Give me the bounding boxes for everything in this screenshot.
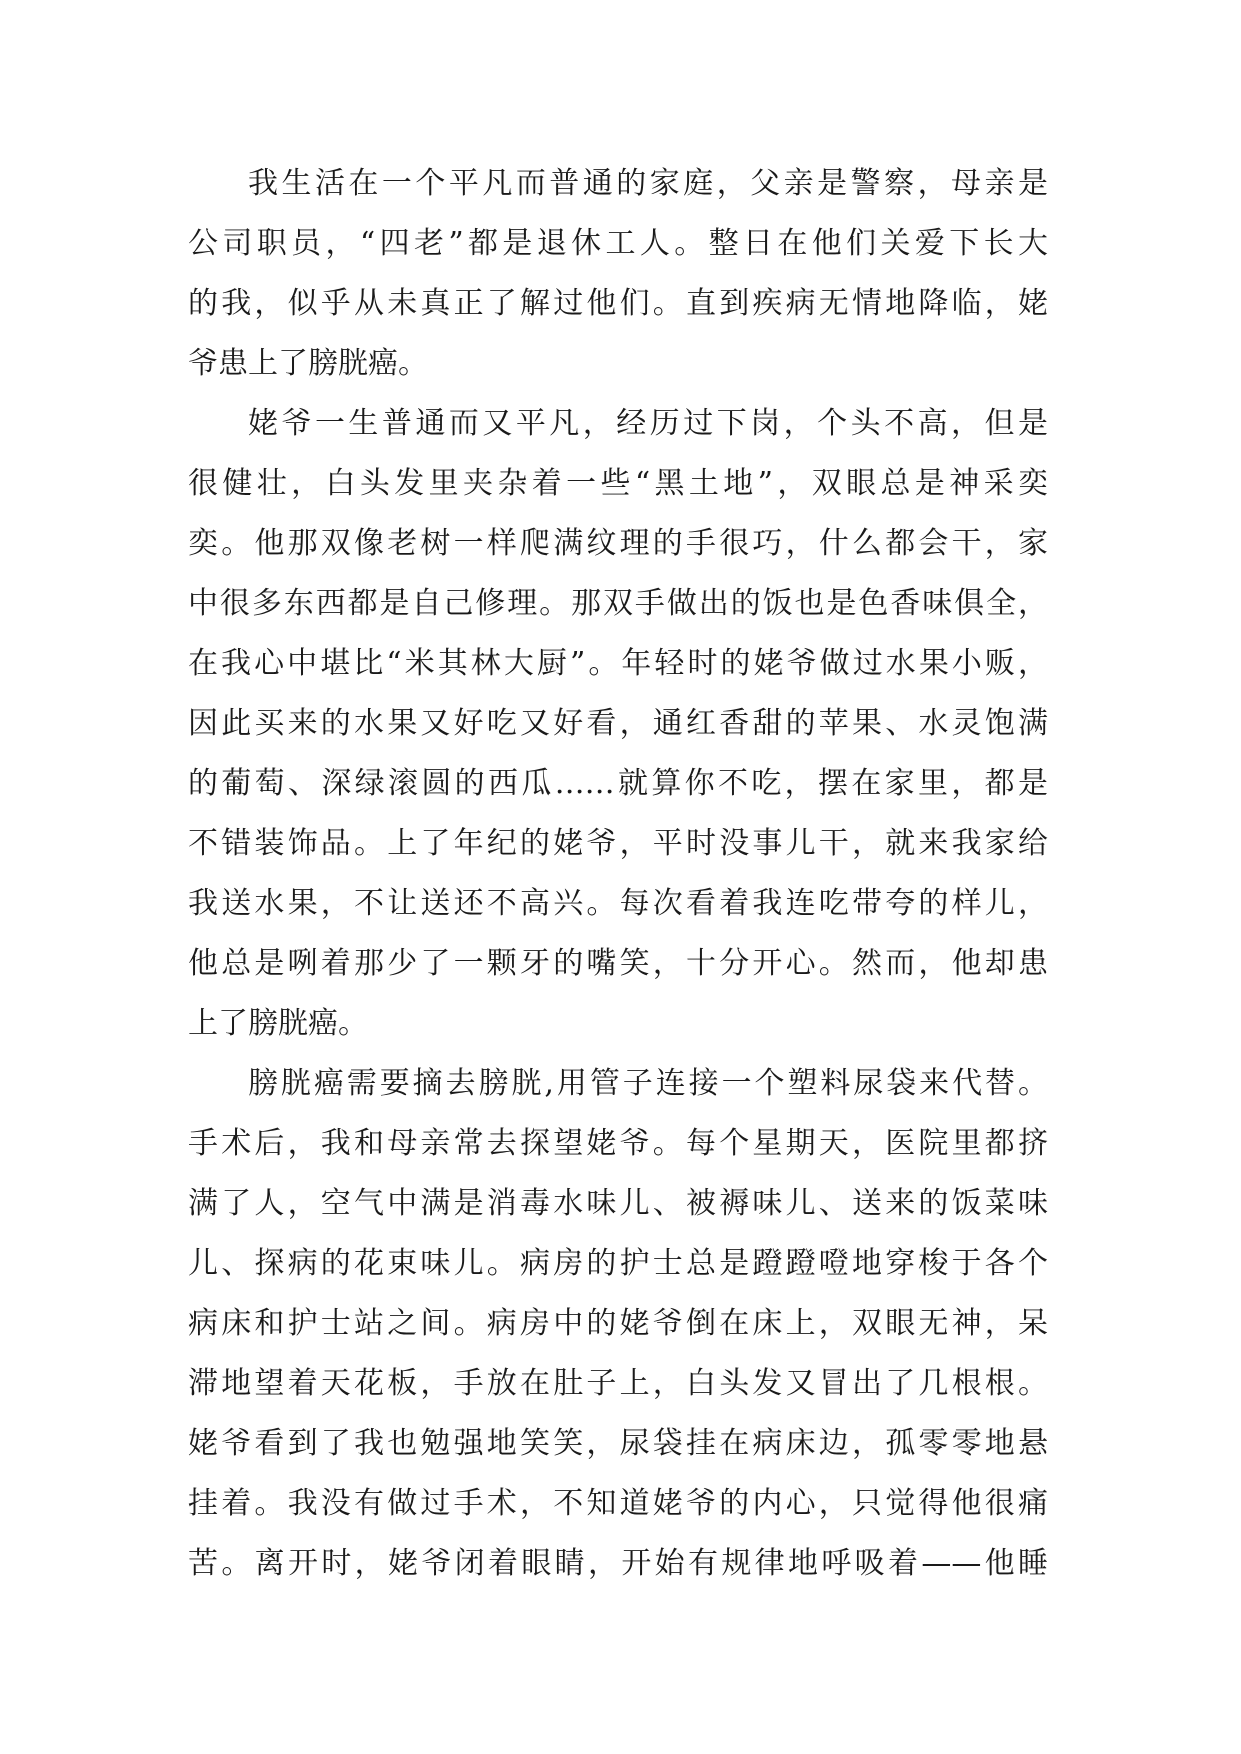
- text-line: 爷患上了膀胱癌。: [188, 346, 428, 381]
- text-line: 公司职员，“四老”都是退休工人。整日在他们关爱下长大: [188, 226, 1048, 261]
- text-line: 手术后，我和母亲常去探望姥爷。每个星期天，医院里都挤: [188, 1126, 1048, 1161]
- text-line: 很健壮，白头发里夹杂着一些“黑土地”，双眼总是神采奕: [188, 466, 1048, 501]
- text-line: 上了膀胱癌。: [188, 1006, 368, 1041]
- text-line: 挂着。我没有做过手术，不知道姥爷的内心，只觉得他很痛: [188, 1486, 1048, 1521]
- essay-body: [188, 154, 1048, 1594]
- text-line: 病床和护士站之间。病房中的姥爷倒在床上，双眼无神，呆: [188, 1306, 1048, 1341]
- text-line: 儿、探病的花束味儿。病房的护士总是蹬蹬噔地穿梭于各个: [188, 1246, 1048, 1281]
- text-line: 姥爷看到了我也勉强地笑笑，尿袋挂在病床边，孤零零地悬: [188, 1426, 1048, 1461]
- text-line: 的葡萄、深绿滚圆的西瓜……就算你不吃，摆在家里，都是: [188, 766, 1048, 801]
- text-line: 因此买来的水果又好吃又好看，通红香甜的苹果、水灵饱满: [188, 706, 1048, 741]
- text-line: 满了人，空气中满是消毒水味儿、被褥味儿、送来的饭菜味: [188, 1186, 1048, 1221]
- text-line: 奕。他那双像老树一样爬满纹理的手很巧，什么都会干，家: [188, 526, 1048, 561]
- text-line: 不错装饰品。上了年纪的姥爷，平时没事儿干，就来我家给: [188, 826, 1048, 861]
- text-line: 的我，似乎从未真正了解过他们。直到疾病无情地降临，姥: [188, 286, 1048, 321]
- text-line: 滞地望着天花板，手放在肚子上，白头发又冒出了几根根。: [188, 1366, 1048, 1401]
- text-line: 我生活在一个平凡而普通的家庭，父亲是警察，母亲是: [248, 166, 1048, 201]
- text-line: 膀胱癌需要摘去膀胱,用管子连接一个塑料尿袋来代替。: [248, 1066, 1048, 1101]
- text-line: 在我心中堪比“米其林大厨”。年轻时的姥爷做过水果小贩，: [188, 646, 1048, 681]
- text-line: 他总是咧着那少了一颗牙的嘴笑，十分开心。然而，他却患: [188, 946, 1048, 981]
- text-line: 中很多东西都是自己修理。那双手做出的饭也是色香味俱全，: [188, 586, 1048, 621]
- text-line: 苦。离开时，姥爷闭着眼睛，开始有规律地呼吸着——他睡: [188, 1546, 1048, 1581]
- text-line: 我送水果，不让送还不高兴。每次看着我连吃带夸的样儿，: [188, 886, 1048, 921]
- text-line: 姥爷一生普通而又平凡，经历过下岗，个头不高，但是: [248, 406, 1048, 441]
